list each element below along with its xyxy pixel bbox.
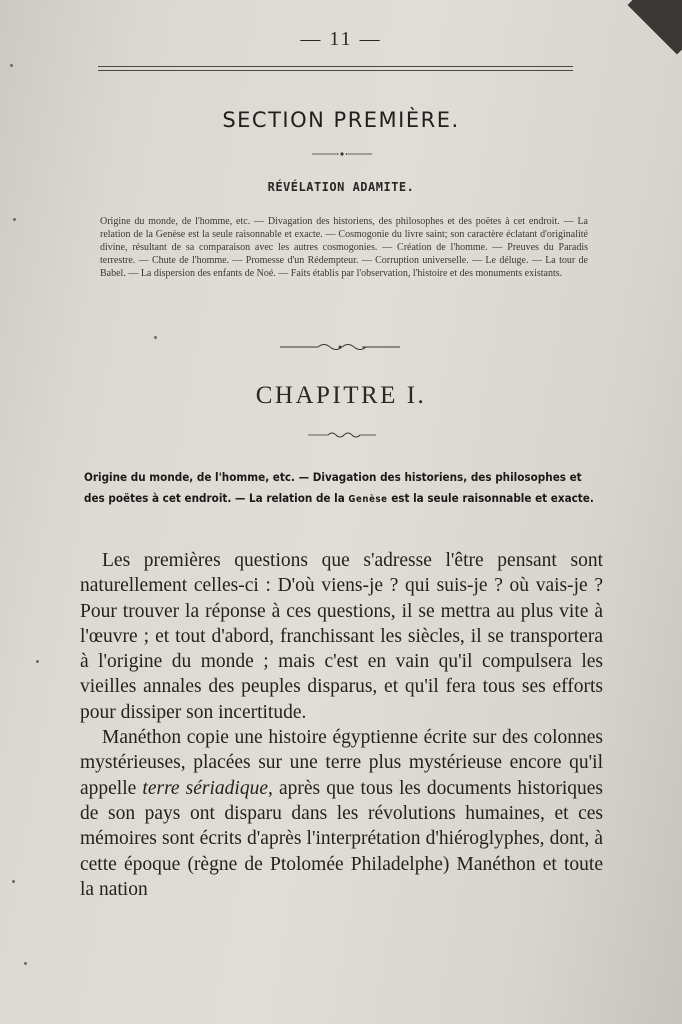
top-double-rule	[98, 66, 573, 71]
small-ornament-divider	[310, 150, 374, 158]
genese-smallcaps: Genèse	[348, 494, 388, 505]
page-number: — 11 —	[300, 28, 382, 50]
section-title: SECTION PREMIÈRE.	[222, 108, 460, 132]
chapter-summary-text-2: est la seule raisonnable et exacte.	[387, 491, 594, 505]
paragraph-2	[80, 725, 603, 902]
paragraph-2-start: Manéthon copie une histoire égyptienne écrite sur des colonnes mystérieuses, placées sur une terre plus mystérieuse encore qu'il appelle	[80, 727, 603, 799]
chapter-summary-text-1: Origine du monde, de l'homme, etc. — Divagation des historiens, des philosophes et des poëtes à cet endroit. — La relation de la	[84, 470, 582, 505]
paragraph-2-end: après que tous les documents historiques de son pays ont disparu dans les révolutions humaines, et ces mémoires sont écrits d'après l'interprétation d'hiéroglyphes, dont, à cette époque (règne de Ptolomée Philadelphe) Manéthon et toute la nation	[80, 777, 603, 900]
section-summary: Origine du monde, de l'homme, etc. — Divagation des historiens, des philosophes et des poëtes à cet endroit. — La relation de la Genèse est la seule raisonnable et exacte. — Cosmogonie du livre saint; son caractère éclatant d'originalité divine, résultant de sa comparaison avec les autres cosmogonies. — Création de l'homme. — Preuves du Paradis terrestre. — Chute de l'homme. — Promesse d'un Rédempteur. — Corruption universelle. — Le déluge. — La tour de Babel. — La dispersion des enfants de Noé. — Faits établis par l'observation, l'histoire et des monuments existants.	[100, 216, 588, 279]
paragraph-1: Les premières questions que s'adresse l'être pensant sont naturellement celles-ci : D'où viens-je ? qui suis-je ? où vais-je ? Pour trouver la réponse à ces questions, il se mettra au plus vite à l'œuvre ; et tout d'abord, franchissant les siècles, il se transportera à l'origine du monde ; mais c'est en vain qu'il compulsera les vieilles annales des peuples disparus, et qu'il fera tous ses efforts pour dissiper son incertitude.	[80, 550, 603, 723]
paragraph-2-italic: terre sériadique,	[142, 777, 273, 799]
body-text	[80, 548, 603, 902]
chapter-title: CHAPITRE I.	[255, 382, 427, 409]
chapter-ornament	[306, 430, 378, 440]
ornamental-rule	[278, 342, 402, 352]
chapter-summary	[84, 467, 600, 510]
subsection-title: RÉVÉLATION ADAMITE.	[267, 180, 415, 194]
